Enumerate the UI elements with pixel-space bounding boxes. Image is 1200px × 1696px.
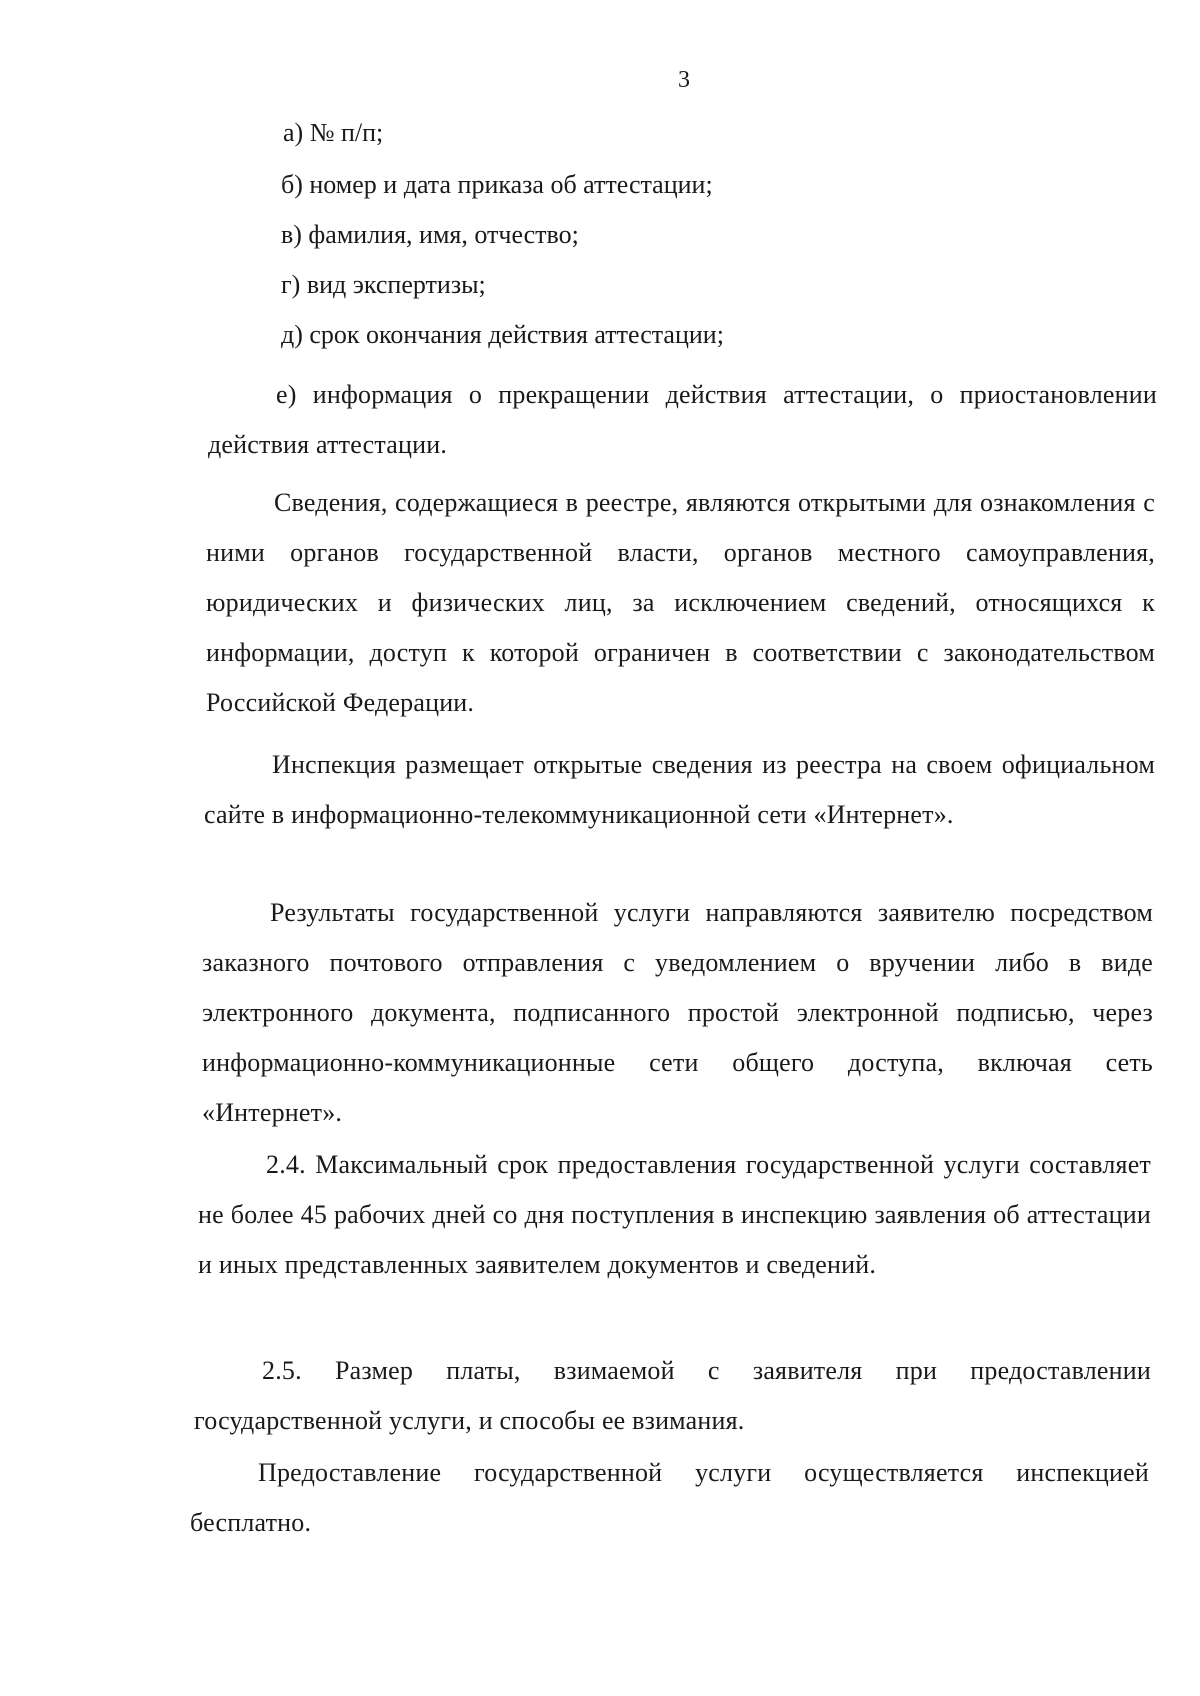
- list-item: д) срок окончания действия аттестации;: [281, 320, 724, 349]
- list-item: г) вид экспертизы;: [281, 270, 486, 299]
- paragraph-registry-openness: [206, 478, 1155, 728]
- list-item: в) фамилия, имя, отчество;: [281, 220, 579, 249]
- paragraph-text: 2.4. Максимальный срок предоставления государственной услуги составляет не более 45 рабочих дней со дня поступления в инспекцию заявления об аттестации и иных представленных заявителем документов и сведений.: [198, 1150, 1151, 1279]
- paragraph-free-of-charge: [190, 1448, 1149, 1548]
- paragraph-service-results: [202, 888, 1153, 1138]
- paragraph-2-5-fee: [194, 1346, 1151, 1446]
- paragraph-text: Сведения, содержащиеся в реестре, являются открытыми для ознакомления с ними органов государственной власти, органов местного самоуправления, юридических и физических лиц, за исключением сведений, относящихся к информации, доступ к которой ограничен в соответствии с законодательством Российской Федерации.: [206, 488, 1155, 717]
- list-item: б) номер и дата приказа об аттестации;: [281, 170, 713, 199]
- paragraph-text: Результаты государственной услуги направляются заявителю посредством заказного почтового отправления с уведомлением о вручении либо в виде электронного документа, подписанного простой электронной подписью, через информационно-коммуникационные сети общего доступа, включая сеть «Интернет».: [202, 898, 1153, 1127]
- paragraph-2-4-max-term: [198, 1140, 1151, 1290]
- paragraph-inspection-publishes: [204, 740, 1155, 840]
- paragraph-termination: [208, 370, 1157, 470]
- page-number: 3: [678, 67, 690, 93]
- paragraph-text: 2.5. Размер платы, взимаемой с заявителя при предоставлении государственной услуги, и способы ее взимания.: [194, 1356, 1151, 1435]
- paragraph-text: е) информация о прекращении действия аттестации, о приостановлении действия аттестации.: [208, 380, 1157, 459]
- paragraph-text: Инспекция размещает открытые сведения из реестра на своем официальном сайте в информационно-телекоммуникационной сети «Интернет».: [204, 750, 1155, 829]
- list-item: а) № п/п;: [283, 118, 384, 147]
- paragraph-text: Предоставление государственной услуги осуществляется инспекцией бесплатно.: [190, 1458, 1149, 1537]
